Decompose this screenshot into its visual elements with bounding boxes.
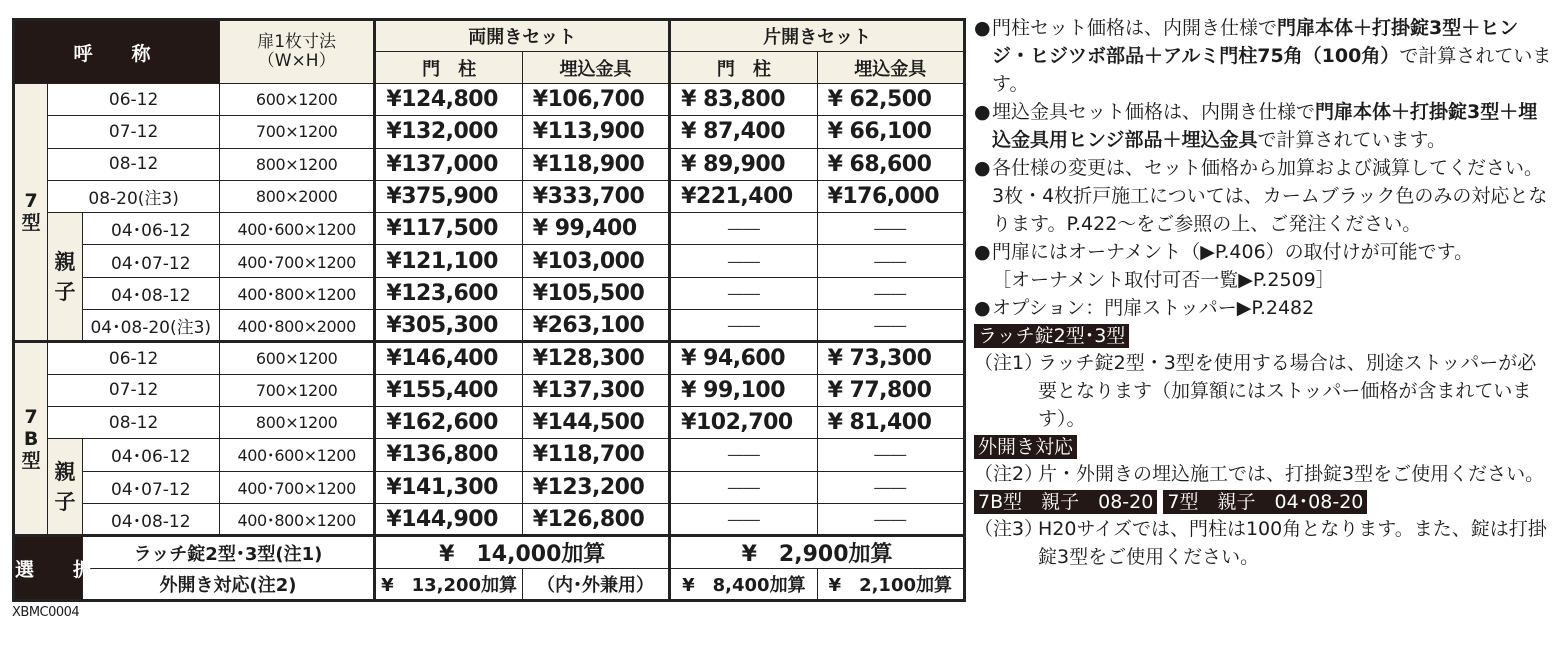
model-label: 7 B 型 xyxy=(14,342,48,536)
note-bullet-5 xyxy=(974,294,1554,322)
option-outward-single-post: ¥ 8,400加算 xyxy=(670,569,817,601)
price-cell: ¥263,100 xyxy=(522,310,669,342)
price-cell: ¥ 62,500 xyxy=(817,84,964,116)
product-name: 07-12 xyxy=(48,374,220,406)
option-outward-double-embed: （内･外兼用） xyxy=(522,569,669,601)
table-row xyxy=(14,277,965,309)
table-row xyxy=(14,439,965,471)
notes-panel xyxy=(974,14,1554,571)
price-cell: ¥ 73,300 xyxy=(817,342,964,374)
tag-latch: ラッチ錠2型･3型 xyxy=(974,324,1129,348)
note-bullet-4 xyxy=(974,238,1554,294)
product-name: 04･07-12 xyxy=(82,471,219,503)
door-size: 400･600×1200 xyxy=(219,439,374,471)
table-row xyxy=(14,471,965,503)
table-row xyxy=(14,503,965,535)
note-bullet-3 xyxy=(974,154,1554,238)
price-cell: ¥333,700 xyxy=(522,180,669,212)
option-latch-name: ラッチ錠2型･3型(注1) xyxy=(82,536,375,569)
header-single-embed: 埋込金具 xyxy=(817,52,964,84)
price-cell: ¥176,000 xyxy=(817,180,964,212)
option-row-latch xyxy=(14,536,965,569)
door-size: 400･800×1200 xyxy=(219,277,374,309)
bullet-icon: ● xyxy=(974,17,991,39)
header-door-size xyxy=(219,20,374,84)
header-door-size-line1: 扉1枚寸法 xyxy=(257,32,337,52)
footnote-3-text: H20サイズでは、門柱は100角となります。また、錠は打掛錠3型をご使用ください。 xyxy=(1038,518,1547,568)
price-not-available: ―― xyxy=(670,310,817,342)
footnote-1-label: （注1） xyxy=(974,352,1044,374)
product-name: 04･08-12 xyxy=(82,277,219,309)
footnote-2 xyxy=(974,460,1554,488)
price-not-available: ―― xyxy=(670,471,817,503)
note-3-text: 各仕様の変更は、セット価格から加算および減算してください。3枚・4枚折戸施工については、カームブラック色のみの対応となります。P.422～をご参照の上、ご発注ください。 xyxy=(992,157,1548,235)
price-cell: ¥124,800 xyxy=(375,84,522,116)
price-not-available: ―― xyxy=(670,277,817,309)
header-name: 呼 称 xyxy=(14,20,220,84)
price-cell: ¥121,100 xyxy=(375,245,522,277)
price-not-available: ―― xyxy=(817,439,964,471)
price-cell: ¥136,800 xyxy=(375,439,522,471)
header-single-set: 片開きセット xyxy=(670,20,965,52)
bullet-icon: ● xyxy=(974,101,991,123)
door-size: 400･800×2000 xyxy=(219,310,374,342)
header-double-embed: 埋込金具 xyxy=(522,52,669,84)
note-2-text-b: で計算されています。 xyxy=(1257,129,1447,151)
footnote-1 xyxy=(974,349,1554,433)
price-table-body xyxy=(14,20,965,601)
door-size: 600×1200 xyxy=(219,84,374,116)
bullet-icon: ● xyxy=(974,297,991,319)
table-row xyxy=(14,116,965,148)
price-cell: ¥118,900 xyxy=(522,148,669,180)
note-4-text-a: 門扉にはオーナメント（▶P.406）の取付けが可能です。 xyxy=(992,241,1474,263)
price-not-available: ―― xyxy=(670,245,817,277)
product-name: 08-12 xyxy=(48,148,220,180)
door-size: 800×2000 xyxy=(219,180,374,212)
price-cell: ¥155,400 xyxy=(375,374,522,406)
price-cell: ¥102,700 xyxy=(670,406,817,438)
price-not-available: ―― xyxy=(670,213,817,245)
door-size: 400･600×1200 xyxy=(219,213,374,245)
door-size: 800×1200 xyxy=(219,148,374,180)
price-cell: ¥375,900 xyxy=(375,180,522,212)
oyako-label: 親 子 xyxy=(48,213,82,342)
door-size: 400･700×1200 xyxy=(219,471,374,503)
option-outward-single-embed: ¥ 2,100加算 xyxy=(817,569,964,601)
price-cell: ¥146,400 xyxy=(375,342,522,374)
price-cell: ¥221,400 xyxy=(670,180,817,212)
product-name: 08-12 xyxy=(48,406,220,438)
footnote-2-label: （注2） xyxy=(974,463,1044,485)
product-name: 04･07-12 xyxy=(82,245,219,277)
table-row xyxy=(14,310,965,342)
door-size: 600×1200 xyxy=(219,342,374,374)
door-size: 800×1200 xyxy=(219,406,374,438)
price-not-available: ―― xyxy=(817,471,964,503)
table-row xyxy=(14,406,965,438)
price-cell: ¥132,000 xyxy=(375,116,522,148)
price-cell: ¥123,600 xyxy=(375,277,522,309)
tag-7-oyako: 7型 親子 04･08-20 xyxy=(1163,490,1367,514)
price-cell: ¥ 66,100 xyxy=(817,116,964,148)
price-cell: ¥117,500 xyxy=(375,213,522,245)
product-name: 04･08-12 xyxy=(82,503,219,535)
tag-outward: 外開き対応 xyxy=(974,435,1077,459)
price-cell: ¥137,000 xyxy=(375,148,522,180)
table-row xyxy=(14,84,965,116)
note-2-text-bold: 門扉本体＋打掛錠3型＋埋込金具用ヒンジ部品＋埋込金具 xyxy=(992,101,1538,151)
price-cell: ¥ 81,400 xyxy=(817,406,964,438)
price-cell: ¥113,900 xyxy=(522,116,669,148)
price-cell: ¥305,300 xyxy=(375,310,522,342)
option-outward-name: 外開き対応(注2) xyxy=(82,569,375,601)
price-not-available: ―― xyxy=(817,277,964,309)
price-cell: ¥141,300 xyxy=(375,471,522,503)
table-row xyxy=(14,148,965,180)
header-door-size-line2: （W×H） xyxy=(257,51,336,71)
header-single-post: 門 柱 xyxy=(670,52,817,84)
option-latch-double-price: ¥ 14,000加算 xyxy=(375,536,670,569)
footnote-3-label: （注3） xyxy=(974,518,1044,540)
model-label: 7 型 xyxy=(14,84,48,342)
option-outward-double-post: ¥ 13,200加算 xyxy=(375,569,522,601)
price-not-available: ―― xyxy=(817,503,964,535)
price-cell: ¥106,700 xyxy=(522,84,669,116)
bullet-icon: ● xyxy=(974,157,991,179)
table-row xyxy=(14,213,965,245)
price-not-available: ―― xyxy=(817,213,964,245)
price-table xyxy=(12,18,966,602)
price-not-available: ―― xyxy=(670,503,817,535)
price-cell: ¥137,300 xyxy=(522,374,669,406)
table-row xyxy=(14,374,965,406)
price-cell: ¥ 94,600 xyxy=(670,342,817,374)
option-row-outward xyxy=(14,569,965,601)
price-cell: ¥144,500 xyxy=(522,406,669,438)
price-cell: ¥ 89,900 xyxy=(670,148,817,180)
product-name: 04･06-12 xyxy=(82,439,219,471)
note-bullet-1 xyxy=(974,14,1554,98)
oyako-label: 親 子 xyxy=(48,439,82,536)
price-cell: ¥105,500 xyxy=(522,277,669,309)
header-double-post: 門 柱 xyxy=(375,52,522,84)
product-code: XBMC0004 xyxy=(12,605,80,620)
note-1-text-b: で計算されています。 xyxy=(992,45,1552,95)
bullet-icon: ● xyxy=(974,241,991,263)
door-size: 700×1200 xyxy=(219,116,374,148)
door-size: 400･800×1200 xyxy=(219,503,374,535)
price-cell: ¥118,700 xyxy=(522,439,669,471)
option-latch-single-price: ¥ 2,900加算 xyxy=(670,536,965,569)
price-not-available: ―― xyxy=(817,310,964,342)
product-name: 07-12 xyxy=(48,116,220,148)
price-cell: ¥ 68,600 xyxy=(817,148,964,180)
price-cell: ¥162,600 xyxy=(375,406,522,438)
price-cell: ¥ 99,400 xyxy=(522,213,669,245)
price-cell: ¥128,300 xyxy=(522,342,669,374)
product-name: 08-20(注3) xyxy=(48,180,220,212)
product-name: 04･06-12 xyxy=(82,213,219,245)
price-cell: ¥ 87,400 xyxy=(670,116,817,148)
note-bullet-2 xyxy=(974,98,1554,154)
price-cell: ¥ 83,800 xyxy=(670,84,817,116)
price-cell: ¥144,900 xyxy=(375,503,522,535)
footnote-2-text: 片・外開きの埋込施工では、打掛錠3型をご使用ください。 xyxy=(1038,463,1545,485)
price-cell: ¥123,200 xyxy=(522,471,669,503)
product-name: 04･08-20(注3) xyxy=(82,310,219,342)
price-cell: ¥103,000 xyxy=(522,245,669,277)
note-1-text-a: 門柱セット価格は、内開き仕様で xyxy=(992,17,1278,39)
price-not-available: ―― xyxy=(817,245,964,277)
header-double-set: 両開きセット xyxy=(375,20,670,52)
product-name: 06-12 xyxy=(48,342,220,374)
note-5-text: オプション：門扉ストッパー▶P.2482 xyxy=(992,297,1315,319)
note-4-text-b: ［オーナメント取付可否一覧▶P.2509］ xyxy=(992,269,1335,291)
table-row xyxy=(14,342,965,374)
note-2-text-a: 埋込金具セット価格は、内開き仕様で xyxy=(992,101,1316,123)
options-label: 選 択 xyxy=(14,536,83,601)
door-size: 400･700×1200 xyxy=(219,245,374,277)
table-row xyxy=(14,180,965,212)
footnote-3 xyxy=(974,515,1554,571)
price-cell: ¥ 99,100 xyxy=(670,374,817,406)
table-row xyxy=(14,245,965,277)
note-1-text-bold: 門扉本体＋打掛錠3型＋ヒンジ・ヒジツボ部品＋アルミ門柱75角（100角） xyxy=(992,17,1519,67)
tag-7b-oyako: 7B型 親子 08-20 xyxy=(974,490,1157,514)
door-size: 700×1200 xyxy=(219,374,374,406)
product-name: 06-12 xyxy=(48,84,220,116)
price-cell: ¥126,800 xyxy=(522,503,669,535)
price-not-available: ―― xyxy=(670,439,817,471)
footnote-1-text: ラッチ錠2型・3型を使用する場合は、別途ストッパーが必要となります（加算額にはストッパー価格が含まれています）。 xyxy=(1038,352,1537,430)
price-cell: ¥ 77,800 xyxy=(817,374,964,406)
